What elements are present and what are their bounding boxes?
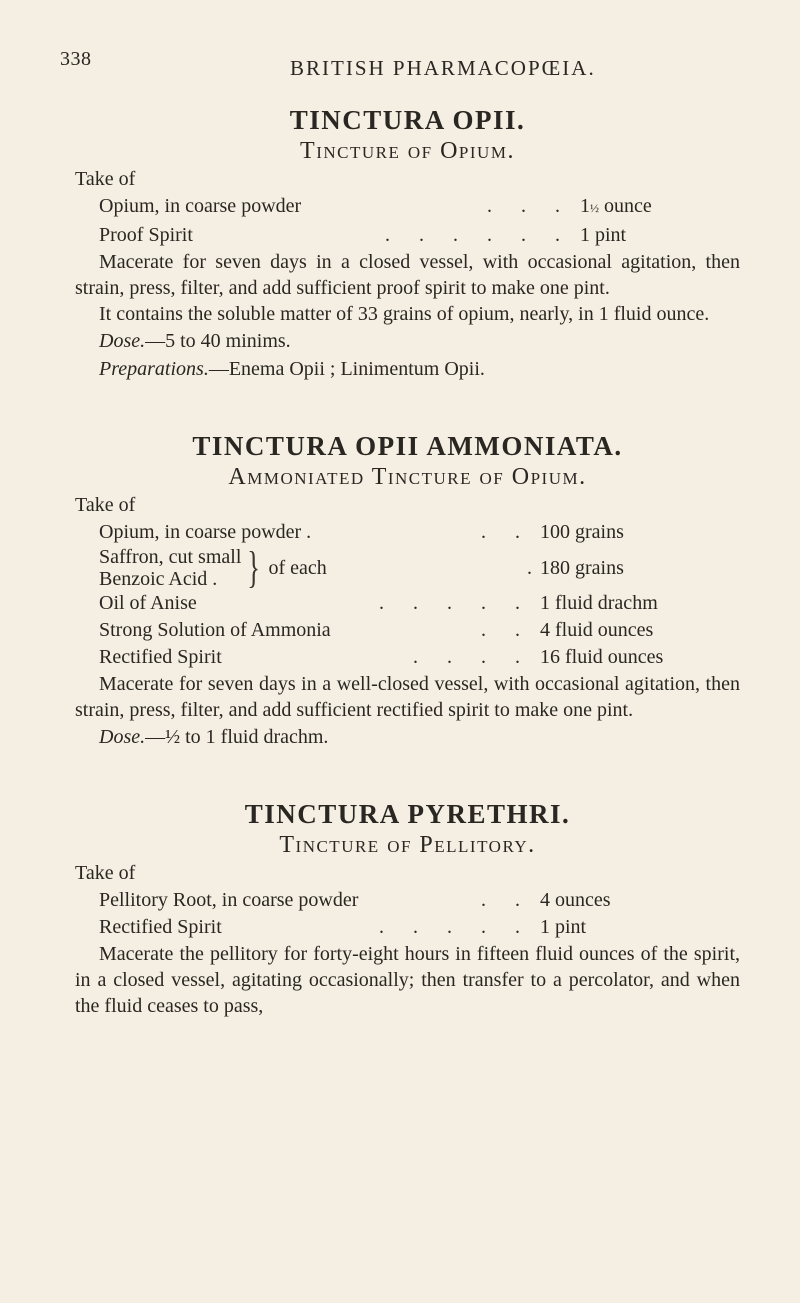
dose-line (75, 327, 740, 355)
ingredient-name: Oil of Anise (99, 592, 197, 614)
dose-label: Dose. (99, 330, 146, 352)
paragraph: Macerate for seven days in a closed vessel, with occasional agitation, then strain, press, filter, and add sufficient proof spirit to make one pint. (75, 251, 740, 299)
leader-dots: . . . . . (379, 592, 532, 614)
dose-label: Dose. (99, 726, 146, 748)
ingredient-row (75, 617, 740, 644)
ingredient-quantity: 16 fluid ounces (540, 646, 664, 668)
section-tinctura-pyrethri (75, 799, 740, 1019)
ingredient-name: Rectified Spirit (99, 646, 222, 668)
ingredient-name: Proof Spirit (99, 224, 193, 246)
quantity-whole: 1 (580, 195, 590, 217)
ingredient-name: Strong Solution of Ammonia (99, 619, 331, 641)
ingredient-quantity: 180 grains (540, 557, 624, 579)
preparations-line (75, 355, 740, 383)
page-content (75, 105, 740, 1019)
ingredient-row (75, 590, 740, 617)
running-title: BRITISH PHARMACOPŒIA. (290, 56, 596, 80)
ingredient-quantity: 1 fluid drachm (540, 592, 658, 614)
take-of: Take of (75, 168, 136, 190)
preparations-text: —Enema Opii ; Linimentum Opii. (208, 358, 485, 380)
ingredient-quantity: 1 pint (580, 224, 627, 246)
ingredient-row (75, 887, 740, 914)
take-of: Take of (75, 494, 136, 516)
leader-dots: . . (481, 521, 532, 543)
dose-text: —5 to 40 minims. (145, 330, 291, 352)
quantity-fraction: ½ (590, 201, 599, 215)
section-tinctura-opii-ammoniata (75, 431, 740, 751)
preparations-label: Preparations. (99, 358, 209, 380)
brace-icon: } (247, 543, 261, 592)
ingredient-row (75, 644, 740, 671)
paragraph: Macerate for seven days in a well-closed vessel, with occasional agitation, then strain, press, filter, and add sufficient rectified spirit to make one pint. (75, 673, 740, 721)
ingredient-name: Rectified Spirit (99, 916, 222, 938)
page-number: 338 (60, 48, 92, 70)
ingredient-quantity: 4 ounces (540, 889, 611, 911)
ingredient-name: Opium, in coarse powder (99, 195, 302, 217)
dose-text: —½ to 1 fluid drachm. (145, 726, 329, 748)
ingredient-quantity (580, 193, 740, 222)
paragraph: It contains the soluble matter of 33 grains of opium, nearly, in 1 fluid ounce. (99, 303, 710, 325)
leader-dots: . . . (487, 195, 572, 217)
dose-line (75, 723, 740, 751)
leader-dots: . . . . . (379, 916, 532, 938)
section-title: TINCTURA OPII AMMONIATA. (192, 431, 623, 461)
leader-dots: . (527, 557, 532, 579)
ingredient-name: Saffron, cut small (99, 546, 242, 568)
leader-dots: . . (481, 619, 532, 641)
ingredient-name: Pellitory Root, in coarse powder (99, 889, 359, 911)
ingredient-quantity: 1 pint (540, 916, 587, 938)
section-title: TINCTURA PYRETHRI. (244, 799, 571, 829)
section-subtitle: Tincture of Pellitory. (279, 832, 536, 858)
ingredient-row (75, 519, 740, 546)
quantity-unit: ounce (599, 195, 652, 217)
section-title: TINCTURA OPII. (289, 105, 526, 135)
paragraph: Macerate the pellitory for forty-eight hours in fifteen fluid ounces of the spirit, in a closed vessel, agitating occasionally; then transfer to a percolator, and when the fluid ceases to pass, (75, 943, 740, 1017)
braced-names (99, 546, 241, 590)
brace-label: of each (268, 557, 327, 579)
braced-ingredient-group (75, 543, 740, 592)
ingredient-row (75, 193, 740, 222)
section-subtitle: Tincture of Opium. (300, 138, 515, 164)
ingredient-quantity: 4 fluid ounces (540, 619, 654, 641)
ingredient-row (75, 222, 740, 249)
take-of: Take of (75, 862, 136, 884)
ingredient-quantity: 100 grains (540, 521, 624, 543)
ingredient-name: Opium, in coarse powder . (99, 521, 312, 543)
ingredient-name: Benzoic Acid . (99, 568, 218, 590)
ingredient-row (75, 914, 740, 941)
section-subtitle: Ammoniated Tincture of Opium. (228, 464, 587, 490)
leader-dots: . . (481, 889, 532, 911)
leader-dots: . . . . (413, 646, 532, 668)
leader-dots: . . . . . . (385, 224, 572, 246)
section-tinctura-opii (75, 105, 740, 383)
